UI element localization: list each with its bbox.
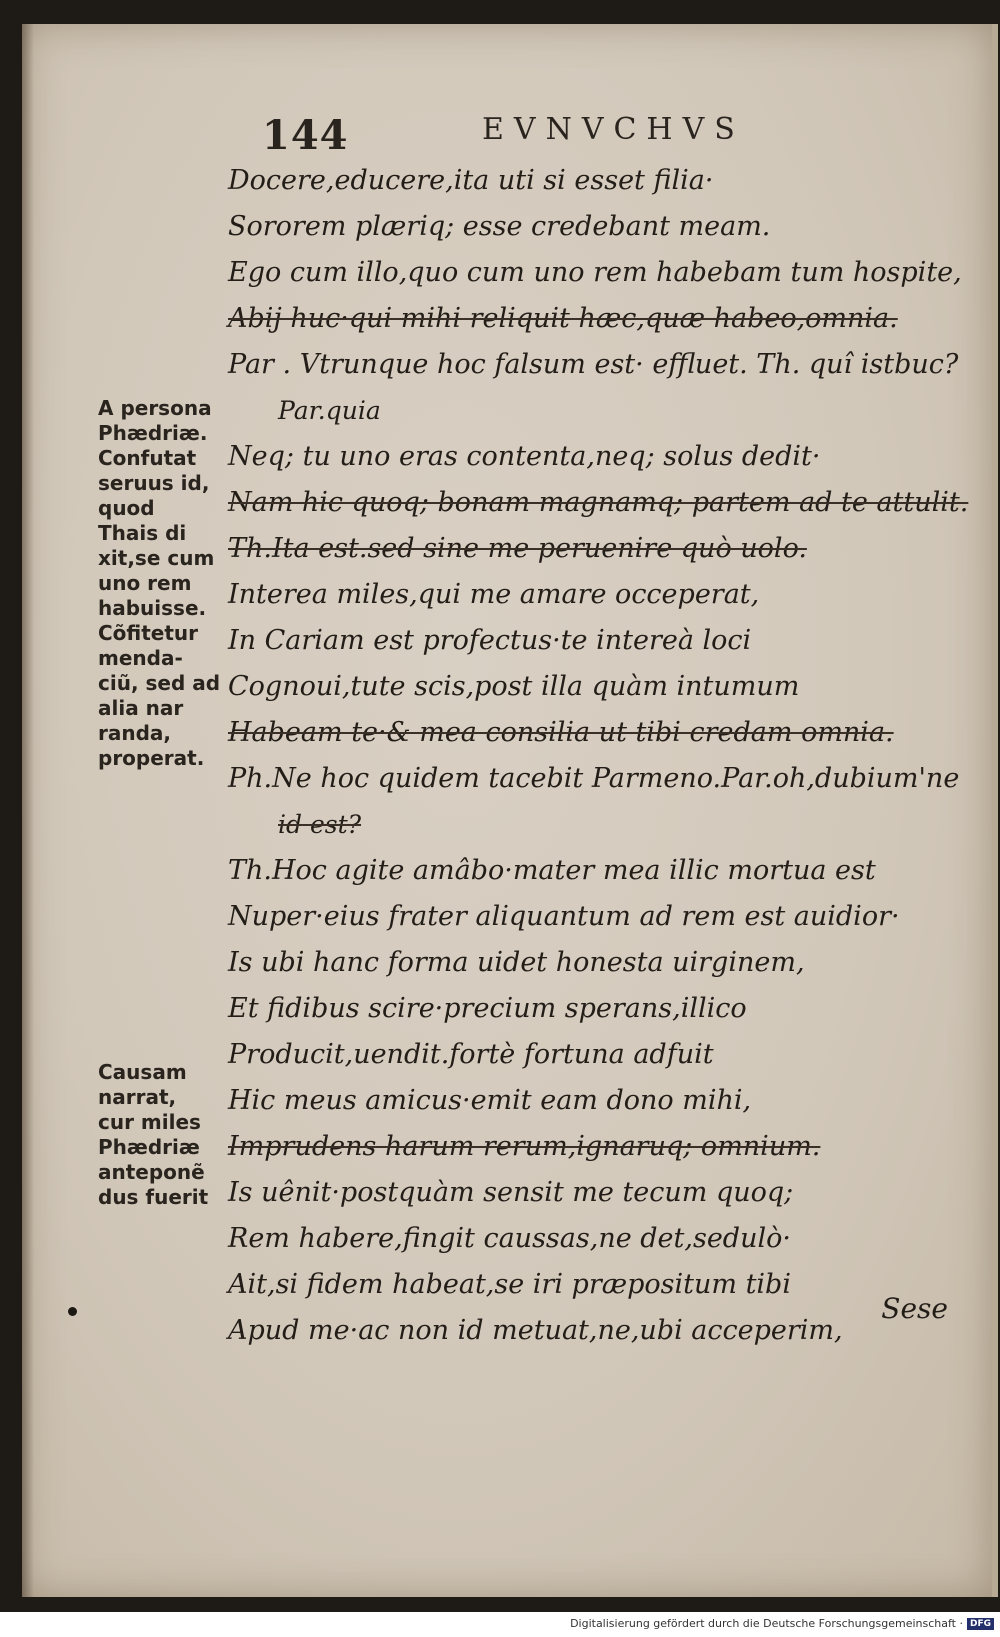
verse-line: Rem habere,fingit caussas,ne det,sedulò· xyxy=(228,1223,791,1254)
verse-line-text: Nam hic quoq; bonam magnamq; partem ad te attulit. xyxy=(228,487,969,518)
ink-dot xyxy=(68,1307,77,1316)
verse-line-text: Th.Ita est.sed sine me peruenire quò uolo. xyxy=(228,533,807,564)
verse-line-underlined xyxy=(228,296,988,342)
verse-line-underlined xyxy=(228,1124,988,1170)
verse-line: Ph.Ne hoc quidem tacebit Parmeno.Par.oh,dubium'ne xyxy=(228,763,960,794)
margin-note-line: A persona xyxy=(98,396,212,420)
verse-text-block xyxy=(228,158,988,1354)
verse-line: Interea miles,qui me amare occeperat, xyxy=(228,579,760,610)
margin-note-line: anteponẽ xyxy=(98,1160,205,1184)
margin-note-line: habuisse. xyxy=(98,596,207,620)
verse-line-text: Imprudens harum rerum,ignaruq; omnium. xyxy=(228,1131,821,1162)
margin-note-line: Phædriæ. xyxy=(98,421,208,445)
verse-line: Ait,si fidem habeat,se iri præpositum tibi xyxy=(228,1269,791,1300)
margin-note-line: menda- xyxy=(98,646,183,670)
verse-line: Et fidibus scire·precium sperans,illico xyxy=(228,993,747,1024)
margin-note-line: Thais di xyxy=(98,521,187,545)
verse-line-underlined xyxy=(228,480,988,526)
margin-note-line: alia nar xyxy=(98,696,184,720)
verse-line: Ego cum illo,quo cum uno rem habebam tum hospite, xyxy=(228,257,962,288)
margin-note-line: properat. xyxy=(98,746,205,770)
margin-note-line: Confutat xyxy=(98,446,197,470)
verse-line-text: Abij huc·qui mihi reliquit hæc,quæ habeo,omnia. xyxy=(228,303,898,334)
dfg-logo: DFG xyxy=(967,1618,994,1630)
margin-note-persona xyxy=(98,396,228,771)
margin-note-line: narrat, xyxy=(98,1085,177,1109)
margin-note-line: quod xyxy=(98,496,155,520)
verse-line: Hic meus amicus·emit eam dono mihi, xyxy=(228,1085,752,1116)
margin-note-line: cur miles xyxy=(98,1110,201,1134)
page-number: 144 xyxy=(262,112,349,159)
verse-line: Neq; tu uno eras contenta,neq; solus dedit· xyxy=(228,441,821,472)
verse-line: Par . Vtrunque hoc falsum est· effluet. Th. quî istbuc? xyxy=(228,349,959,380)
verse-line: Producit,uendit.fortè fortuna adfuit xyxy=(228,1039,714,1070)
verse-line-text: id est? xyxy=(278,810,362,839)
margin-note-line: uno rem xyxy=(98,571,192,595)
margin-note-line: seruus id, xyxy=(98,471,210,495)
verse-line: Apud me·ac non id metuat,ne,ubi acceperim, xyxy=(228,1315,843,1346)
page-header xyxy=(242,112,762,162)
verse-line-underlined xyxy=(228,526,988,572)
margin-note-causam xyxy=(98,1060,228,1210)
verse-line-underlined xyxy=(228,802,988,848)
running-title: EVNVCHVS xyxy=(482,112,745,147)
margin-note-line: dus fuerit xyxy=(98,1185,209,1209)
verse-line: Par.quia xyxy=(278,396,381,425)
verse-line: Docere,educere,ita uti si esset filia· xyxy=(228,165,714,196)
verse-line: Cognoui,tute scis,post illa quàm intumum xyxy=(228,671,800,702)
verse-line: Sororem plæriq; esse credebant meam. xyxy=(228,211,771,242)
verse-line: In Cariam est profectus·te intereà loci xyxy=(228,625,752,656)
verse-line: Is ubi hanc forma uidet honesta uirginem, xyxy=(228,947,805,978)
margin-note-line: randa, xyxy=(98,721,172,745)
margin-note-line: ciũ, sed ad xyxy=(98,671,221,695)
margin-note-line: xit,se cum xyxy=(98,546,215,570)
credit-text: Digitalisierung gefördert durch die Deutsche Forschungsgemeinschaft · xyxy=(570,1617,963,1630)
verse-line: Th.Hoc agite amâbo·mater mea illic mortua est xyxy=(228,855,876,886)
margin-note-line: Phædriæ xyxy=(98,1135,200,1159)
verse-line: Is uênit·postquàm sensit me tecum quoq; xyxy=(228,1177,794,1208)
catchword: Sese xyxy=(881,1292,948,1325)
margin-note-line: Cõfitetur xyxy=(98,621,199,645)
book-page xyxy=(22,24,998,1597)
verse-line: Nuper·eius frater aliquantum ad rem est auidior· xyxy=(228,901,900,932)
verse-line-text: Habeam te·& mea consilia ut tibi credam omnia. xyxy=(228,717,894,748)
margin-note-line: Causam xyxy=(98,1060,187,1084)
verse-line-underlined xyxy=(228,710,988,756)
digitization-credit xyxy=(570,1617,994,1630)
page-gutter-shadow xyxy=(22,24,34,1597)
